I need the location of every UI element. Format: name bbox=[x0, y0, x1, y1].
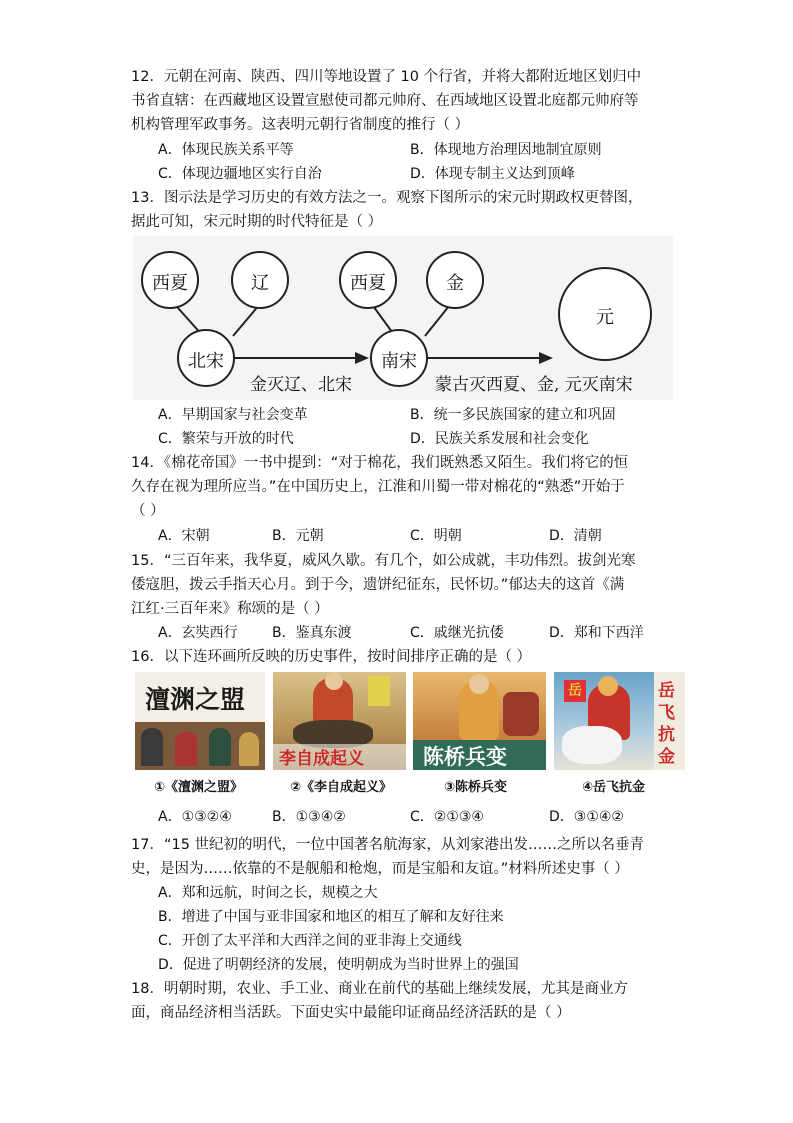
q14-stem-line-2: 久存在视为理所应当。”在中国历史上，江淮和川蜀一带对棉花的“熟悉”开始于 bbox=[131, 479, 625, 495]
comic-title-3: 陈桥兵变 bbox=[423, 744, 507, 769]
comic-figures-1 bbox=[135, 722, 265, 770]
node-label-xixia-1: 西夏 bbox=[152, 273, 188, 294]
q12-option-c[interactable]: C．体现边疆地区实行自治 bbox=[158, 166, 322, 182]
q12-option-a[interactable]: A．体现民族关系平等 bbox=[158, 142, 294, 158]
comic-yue-fei-resists-jin bbox=[554, 672, 685, 770]
comic-title-4: 岳飞抗金 bbox=[658, 681, 675, 767]
q12-stem-line-1: 12．元朝在河南、陕西、四川等地设置了 10 个行省，并将大都附近地区划归中 bbox=[131, 69, 642, 85]
comic-chanyuan-treaty bbox=[135, 672, 265, 770]
arrow-head-2 bbox=[539, 352, 553, 364]
q12-option-d[interactable]: D．体现专制主义达到顶峰 bbox=[410, 166, 575, 182]
arrow-head-1 bbox=[355, 352, 369, 364]
q17-option-a[interactable]: A．郑和远航，时间之长，规模之大 bbox=[158, 885, 378, 901]
q12-stem-line-3: 机构管理军政事务。这表明元朝行省制度的推行（ ） bbox=[131, 117, 470, 133]
q15-option-d[interactable]: D．郑和下西洋 bbox=[549, 625, 644, 641]
q17-option-d[interactable]: D．促进了明朝经济的发展，使明朝成为当时世界上的强国 bbox=[158, 957, 519, 973]
q13-option-b[interactable]: B．统一多民族国家的建立和巩固 bbox=[410, 407, 616, 423]
regime-succession-diagram bbox=[133, 236, 673, 400]
comic-title-2: 李自成起义 bbox=[279, 749, 364, 769]
node-label-yuan: 元 bbox=[596, 307, 614, 328]
q15-option-a[interactable]: A．玄奘西行 bbox=[158, 625, 238, 641]
q15-option-b[interactable]: B．鉴真东渡 bbox=[272, 625, 352, 641]
q16-option-a[interactable]: A．①③②④ bbox=[158, 809, 232, 825]
q12-stem-line-2: 书省直辖：在西藏地区设置宣慰使司都元帅府、在西域地区设置北庭都元帅府等 bbox=[131, 93, 639, 109]
q13-option-c[interactable]: C．繁荣与开放的时代 bbox=[158, 431, 294, 447]
q17-stem-line-1: 17．“15 世纪初的明代，一位中国著名航海家，从刘家港出发……之所以名垂青 bbox=[131, 837, 645, 853]
q17-stem-line-2: 史，是因为……依靠的不是舰船和枪炮，而是宝船和友谊。”材料所述史事（ ） bbox=[131, 861, 629, 877]
q15-option-c[interactable]: C．戚继光抗倭 bbox=[410, 625, 504, 641]
q14-option-a[interactable]: A．宋朝 bbox=[158, 528, 210, 544]
q17-option-b[interactable]: B．增进了中国与亚非国家和地区的相互了解和友好往来 bbox=[158, 909, 504, 925]
comic-li-zicheng-uprising bbox=[273, 672, 406, 770]
q17-option-c[interactable]: C．开创了太平洋和大西洋之间的亚非海上交通线 bbox=[158, 933, 462, 949]
q16-option-c[interactable]: C．②①③④ bbox=[410, 809, 484, 825]
q13-stem-line-2: 据此可知，宋元时期的时代特征是（ ） bbox=[131, 214, 383, 230]
q13-stem-line-1: 13．图示法是学习历史的有效方法之一。观察下图所示的宋元时期政权更替图， bbox=[131, 190, 643, 206]
q12-option-b[interactable]: B．体现地方治理因地制宜原则 bbox=[410, 142, 602, 158]
q16-option-d[interactable]: D．③①④② bbox=[549, 809, 624, 825]
q14-stem-line-1: 14．《棉花帝国》一书中提到：“对于棉花，我们既熟悉又陌生。我们将它的恒 bbox=[131, 455, 629, 471]
q15-stem-line-1: 15．“三百年来，我华夏，威风久歇。有几个，如公成就，丰功伟烈。拔剑光寒 bbox=[131, 553, 636, 569]
q18-stem-line-2: 面，商品经济相当活跃。下面史实中最能印证商品经济活跃的是（ ） bbox=[131, 1005, 571, 1021]
node-label-beisong: 北宋 bbox=[188, 351, 224, 372]
comic-caption-1: ①《澶渊之盟》 bbox=[154, 780, 244, 795]
q14-option-b[interactable]: B．元朝 bbox=[272, 528, 324, 544]
node-label-nansong: 南宋 bbox=[381, 351, 417, 372]
q15-stem-line-2: 倭寇胆，拨云手指天心月。到于今，遗饼纪征东，民怀切。”郁达夫的这首《满 bbox=[131, 577, 625, 593]
q18-stem-line-1: 18．明朝时期，农业、手工业、商业在前代的基础上继续发展，尤其是商业方 bbox=[131, 981, 628, 997]
comic-yue-badge: 岳 bbox=[564, 680, 586, 702]
comic-caption-4: ④岳飞抗金 bbox=[582, 780, 646, 795]
q15-stem-line-3: 江红·三百年来》称颂的是（ ） bbox=[131, 601, 329, 617]
q13-option-d[interactable]: D．民族关系发展和社会变化 bbox=[410, 431, 589, 447]
q14-option-c[interactable]: C．明朝 bbox=[410, 528, 462, 544]
comic-caption-2: ②《李自成起义》 bbox=[290, 780, 393, 795]
q16-stem: 16．以下连环画所反映的历史事件，按时间排序正确的是（ ） bbox=[131, 649, 532, 665]
comic-title-1: 澶渊之盟 bbox=[145, 685, 246, 714]
q13-option-a[interactable]: A．早期国家与社会变革 bbox=[158, 407, 308, 423]
arrow-label-2: 蒙古灭西夏、金, 元灭南宋 bbox=[435, 375, 633, 395]
node-label-jin: 金 bbox=[446, 273, 464, 294]
comic-caption-3: ③陈桥兵变 bbox=[444, 780, 508, 795]
q14-option-d[interactable]: D．清朝 bbox=[549, 528, 602, 544]
node-label-xixia-2: 西夏 bbox=[350, 273, 386, 294]
q16-option-b[interactable]: B．①③④② bbox=[272, 809, 346, 825]
node-label-liao: 辽 bbox=[251, 273, 269, 294]
q14-stem-line-3: （ ） bbox=[131, 503, 165, 519]
arrow-label-1: 金灭辽、北宋 bbox=[250, 375, 352, 395]
comic-chenqiao-mutiny bbox=[413, 672, 546, 770]
